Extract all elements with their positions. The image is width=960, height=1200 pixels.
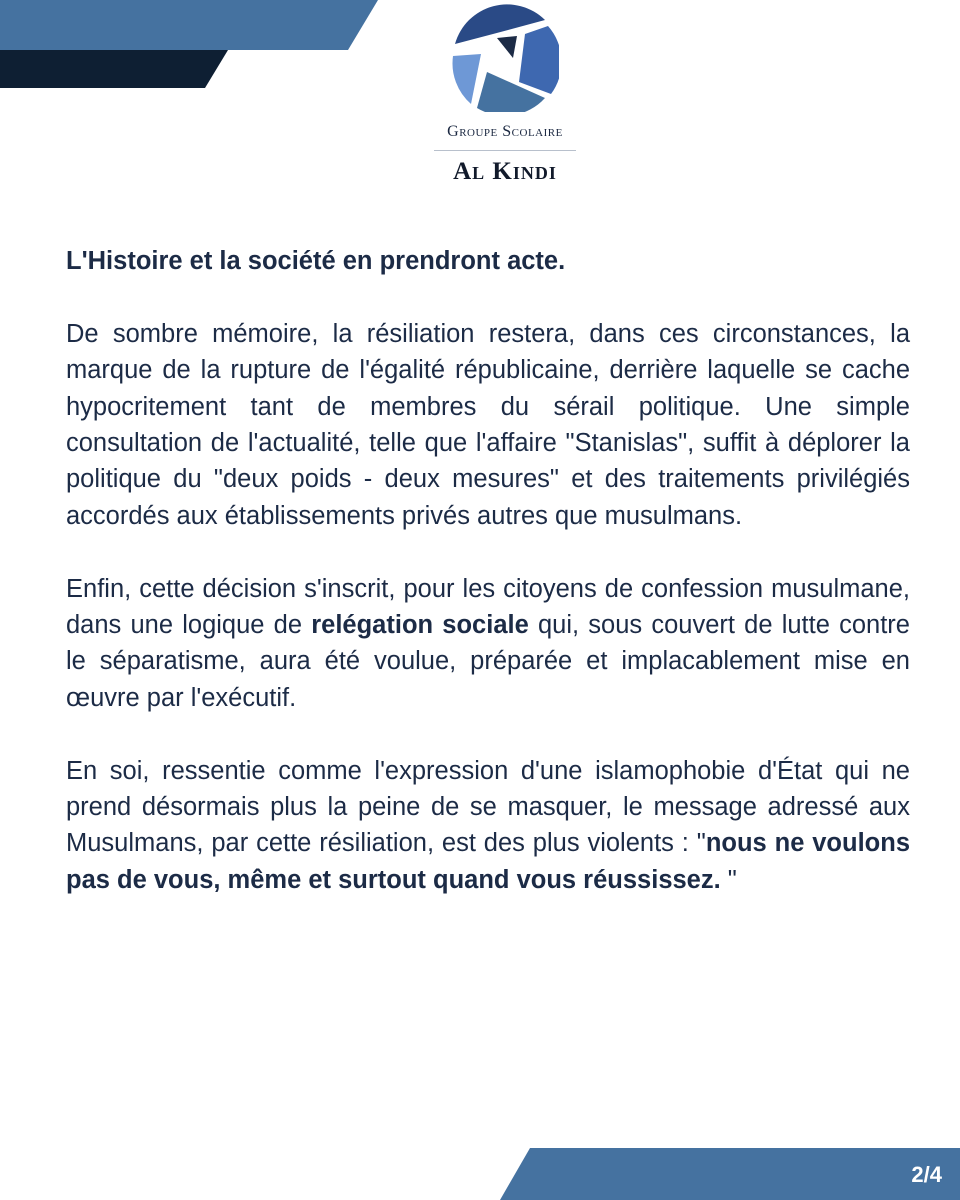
article-body	[66, 243, 910, 935]
paragraph-3-quote: nous ne voulons pas de vous, même et surtout quand vous réussissez.	[66, 829, 911, 894]
school-logo	[380, 0, 630, 200]
logo-emblem-icon	[451, 4, 559, 112]
header-decorative-banner	[0, 0, 400, 90]
paragraph-3	[66, 753, 910, 899]
paragraph-2	[66, 571, 910, 717]
footer-decorative-banner	[500, 1148, 960, 1200]
paragraph-2-text-start: Enfin, cette décision s'inscrit, pour les citoyens de confession musulmane, dans une logique de	[66, 574, 910, 640]
logo-school-name: Al Kindi	[453, 158, 557, 185]
logo-group-name: Groupe Scolaire	[447, 123, 563, 140]
page-number: 2/4	[911, 1162, 942, 1187]
paragraph-3-text-end: "	[720, 865, 737, 894]
paragraph-3-text-start: En soi, ressentie comme l'expression d'une islamophobie d'État qui ne prend désormais plus la peine de se masquer, le message adressé aux Musulmans, par cette résiliation, est des plus violents : "	[66, 756, 910, 858]
logo-divider	[434, 150, 576, 151]
article-heading: L'Histoire et la société en prendront acte.	[66, 247, 566, 275]
paragraph-1: De sombre mémoire, la résiliation restera, dans ces circonstances, la marque de la rupture de l'égalité républicaine, derrière laquelle se cache hypocritement tant de membres du sérail politique. Une simple consultation de l'actualité, telle que l'affaire "Stanislas", suffit à déplorer la politique du "deux poids - deux mesures" et des traitements privilégiés accordés aux établissements privés autres que musulmans.	[66, 319, 910, 530]
paragraph-2-emphasis: relégation sociale	[311, 611, 529, 640]
paragraph-2-text-end: qui, sous couvert de lutte contre le séparatisme, aura été voulue, préparée et implacablement mise en œuvre par l'exécutif.	[66, 611, 910, 712]
